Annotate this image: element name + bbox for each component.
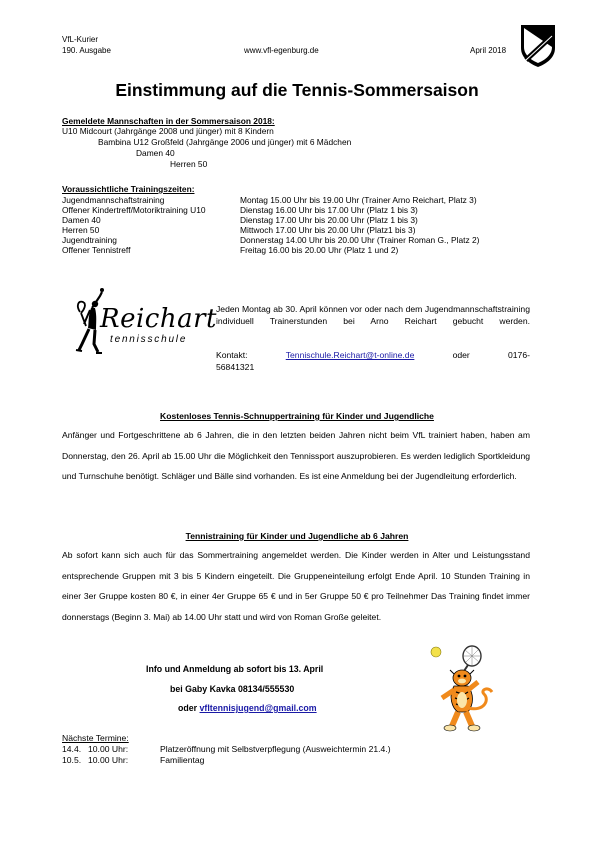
- reichart-contact: [216, 350, 530, 362]
- header-issue: 190. Ausgabe: [62, 46, 111, 55]
- training-name: Jugendmannschaftstraining: [62, 195, 165, 205]
- club-shield-icon: [518, 22, 558, 68]
- date-text: Familientag: [160, 755, 205, 765]
- training-time: Donnerstag 14.00 Uhr bis 20.00 Uhr (Trainer Roman G., Platz 2): [240, 235, 480, 245]
- date-time: 10.00 Uhr:: [88, 755, 129, 765]
- team-line: Bambina U12 Großfeld (Jahrgänge 2006 und jünger) mit 6 Mädchen: [98, 137, 352, 147]
- contact-label: Kontakt:: [216, 350, 248, 360]
- date-time: 10.00 Uhr:: [88, 744, 129, 754]
- dates-heading: Nächste Termine:: [62, 733, 129, 743]
- info-line-1: Info und Anmeldung ab sofort bis 13. April: [146, 664, 324, 674]
- training-name: Jugendtraining: [62, 235, 117, 245]
- contact-or: oder: [452, 350, 470, 360]
- teams-heading: Gemeldete Mannschaften in der Sommersaison 2018:: [62, 116, 275, 126]
- team-line: U10 Midcourt (Jahrgänge 2008 und jünger) mit 8 Kindern: [62, 126, 274, 136]
- training-name: Offener Kindertreff/Motoriktraining U10: [62, 205, 206, 215]
- reichart-text: Jeden Montag ab 30. April können vor oder nach dem Jugendmannschaftstraining individuell Trainerstunden bei Arno Reichart gebucht werden.: [216, 304, 530, 326]
- reichart-logo-name: Reichart: [100, 304, 217, 334]
- team-line: Damen 40: [136, 148, 175, 158]
- schnupper-text: Anfänger und Fortgeschrittene ab 6 Jahren, die in den letzten beiden Jahren nicht beim VfL trainiert haben, haben am Donnerstag, den 26. April ab 15.00 Uhr die Möglichkeit den Tennissport auszuprobieren. Es werden lediglich Sportkleidung und Turnschuhe benötigt. Schläger und Bälle sind vorhanden. Es ist eine Anmeldung bei der Jugendleitung erforderlich.: [62, 430, 530, 481]
- tiger-tennis-icon: [428, 642, 508, 734]
- training-time: Mittwoch 17.00 Uhr bis 20.00 Uhr (Platz1 bis 3): [240, 225, 416, 235]
- date-text: Platzeröffnung mit Selbstverpflegung (Ausweichtermin 21.4.): [160, 744, 391, 754]
- info-or: oder: [178, 703, 198, 713]
- reichart-email-link[interactable]: Tennischule.Reichart@t-online.de: [285, 350, 415, 360]
- training-name: Herren 50: [62, 225, 100, 235]
- date-day: 10.5.: [62, 755, 82, 765]
- training-name: Damen 40: [62, 215, 101, 225]
- kids-training-text: Ab sofort kann sich auch für das Sommertraining angemeldet werden. Die Kinder werden in Alter und Leistungsstand entsprechende Gruppen mit 3 bis 5 Kindern eingeteilt. Die Gruppeneinteilung erfolgt Ende April. 10 Stunden Training in einer 3er Gruppe kosten 80 €, in einer 4er Gruppe 65 € und in 5er Gruppe 50 € pro Teilnehmer Das Training findet immer donnerstags (Beginn 3. Mai) ab 14.00 Uhr statt und wird von Roman Große geleitet.: [62, 550, 530, 622]
- info-line-2: bei Gaby Kavka 08134/555530: [170, 684, 295, 694]
- page-title: Einstimmung auf die Tennis-Sommersaison: [115, 80, 479, 100]
- schnupper-heading: Kostenloses Tennis-Schnuppertraining für Kinder und Jugendliche: [160, 411, 434, 421]
- date-day: 14.4.: [62, 744, 82, 754]
- training-heading: Voraussichtliche Trainingszeiten:: [62, 184, 195, 194]
- training-name: Offener Tennistreff: [62, 245, 131, 255]
- kids-training-heading: Tennistraining für Kinder und Jugendliche ab 6 Jahren: [185, 531, 409, 541]
- header-website: www.vfl-egenburg.de: [244, 46, 319, 55]
- training-time: Dienstag 16.00 Uhr bis 17.00 Uhr (Platz 1 bis 3): [240, 205, 418, 215]
- info-line-3: [178, 703, 317, 713]
- team-line: Herren 50: [170, 159, 208, 169]
- contact-phone-cont: 56841321: [216, 362, 255, 372]
- header-publication: VfL-Kurier: [62, 35, 99, 44]
- header-date: April 2018: [470, 46, 507, 55]
- date-item: [62, 755, 205, 765]
- training-time: Dienstag 17.00 Uhr bis 20.00 Uhr (Platz 1 bis 3): [240, 215, 418, 225]
- contact-phone: 0176-: [507, 350, 530, 360]
- training-time: Freitag 16.00 bis 20.00 Uhr (Platz 1 und 2): [240, 245, 399, 255]
- date-item: [62, 744, 391, 754]
- training-time: Montag 15.00 Uhr bis 19.00 Uhr (Trainer Arno Reichart, Platz 3): [240, 195, 477, 205]
- reichart-logo-sub: tennisschule: [110, 334, 188, 345]
- info-email-link[interactable]: vfltennisjugend@gmail.com: [199, 703, 317, 713]
